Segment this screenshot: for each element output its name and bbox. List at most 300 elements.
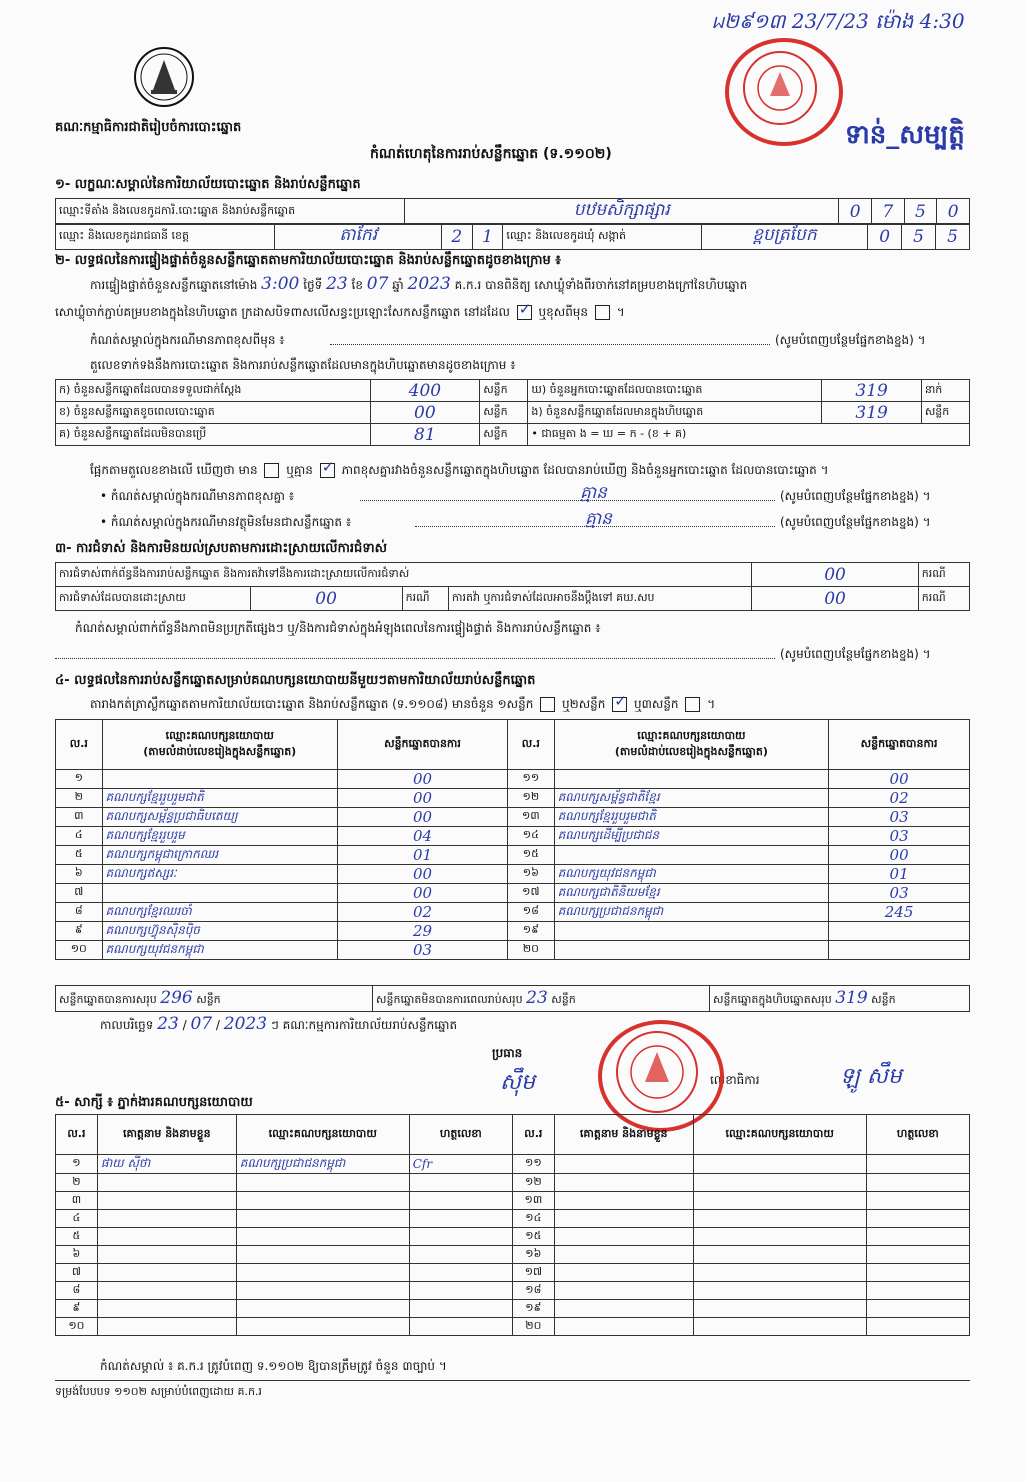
form-title: កំណត់ហេតុនៃការរាប់សន្លឹកឆ្នោត (ទ.១១០២) (370, 146, 612, 162)
result-votes: 04 (337, 827, 507, 846)
witness-party (236, 1228, 409, 1246)
witness-no: ១ (56, 1155, 98, 1174)
result-party: គណបក្សខ្មែររួបរួមជាតិ (102, 789, 337, 808)
result-no: ១ (56, 770, 103, 789)
note-object-value: គ្មាន (585, 509, 612, 529)
form-footer: ទម្រង់បែបបទ ១១០២ សម្រាប់បំពេញដោយ គ.ក.រ (55, 1385, 262, 1398)
total-invalid-unit: សន្លឹក (551, 993, 576, 1006)
province-label: ឈ្មោះ និងលេខកូដរាជធានី ខេត្ត (56, 224, 275, 250)
result-row (56, 846, 970, 865)
totals-table (55, 985, 970, 1012)
result-party-right: គណបក្សសម្ព័ន្ធជាតិខ្មែរ (554, 789, 829, 808)
witness-sign (409, 1174, 512, 1192)
irregular-line (55, 658, 775, 659)
result-row (56, 903, 970, 922)
total-valid-unit: សន្លឹក (196, 993, 221, 1006)
result-no: ៦ (56, 865, 103, 884)
result-no-right: ១៣ (508, 808, 555, 827)
province-code-2: 1 (472, 224, 503, 250)
witness-party-right (693, 1318, 866, 1336)
witness-name-right (554, 1264, 693, 1282)
diff-text: ភាពខុសគ្នារវាងចំនួនសន្លឹកឆ្នោតក្នុងហិបឆ្នោត ដែលបានរាប់ឃើញ និងចំនួនអ្នកបោះឆ្នោត ដែលបានបោះឆ្នោត ។ (341, 463, 829, 477)
handwritten-code: ᥕ២៩១៣ 23/7/23 ម៉ោង 4:30 (712, 9, 965, 33)
witness-row (56, 1228, 970, 1246)
witness-party: គណបក្សប្រជាជនកម្ពុជា (236, 1155, 409, 1174)
received-label: ក) ចំនួនសន្លឹកឆ្នោតដែលបានទទួលជាក់ស្តែង (56, 380, 371, 402)
result-party: គណបក្សខ្មែររួបរួម (102, 827, 337, 846)
witness-no-right: ១៦ (512, 1246, 554, 1264)
witness-party-right (693, 1192, 866, 1210)
verify-time-label: ការផ្ទៀងផ្ទាត់ចំនួនសន្លឹកឆ្នោតនៅម៉ោង (90, 278, 258, 292)
no-diff-label: ឬគ្មាន (286, 463, 313, 477)
witness-name (97, 1210, 236, 1228)
total-box-label: សន្លឹកឆ្នោតក្នុងហិបឆ្នោតសរុប (713, 993, 832, 1006)
total-invalid-cell (373, 986, 710, 1012)
witness-col-sign-right: ហត្ថលេខា (866, 1115, 969, 1155)
result-no: ៩ (56, 922, 103, 941)
witness-sign (409, 1300, 512, 1318)
result-no: ៤ (56, 827, 103, 846)
diff-note-fill: (សូមបំពេញបន្ថែមផ្នែកខាងខ្នង) ។ (775, 333, 926, 347)
figures-table (55, 379, 970, 446)
diff-note-line (330, 344, 770, 345)
verify-line-2: សោឃ្លុំចាក់ភ្ជាប់គម្របខាងក្នុងនៃហិបឆ្នោត ក្រដាសបិទពាសលើសន្ធះប្រឡោះសែកសន្លឹកឆ្នោត នៅដដែល ✓ ឬខុសពីមុន ។ (55, 304, 625, 320)
witness-no-right: ១១ (512, 1155, 554, 1174)
secretary-label: លេខាធិការ (710, 1073, 760, 1087)
witness-row (56, 1210, 970, 1228)
witness-no-right: ១៣ (512, 1192, 554, 1210)
result-votes: 00 (337, 865, 507, 884)
witness-name-right (554, 1192, 693, 1210)
witness-sign (409, 1210, 512, 1228)
total-box-cell (710, 986, 970, 1012)
result-party-right: គណបក្សយុវជនកម្ពុជា (554, 865, 829, 884)
result-party: គណបក្សហ៊្វុនស៊ិនប៉ិច (102, 922, 337, 941)
witness-row (56, 1300, 970, 1318)
result-no: ៣ (56, 808, 103, 827)
official-stamp-top (725, 38, 843, 146)
total-box-unit: សន្លឹក (871, 993, 896, 1006)
total-invalid-label: សន្លឹកឆ្នោតមិនបានការពេលរាប់សរុប (376, 993, 523, 1006)
note-diff-label: • កំណត់សម្គាល់ក្នុងករណីមានភាពខុសគ្នា ៖ (100, 489, 295, 503)
appeal-value: 00 (752, 587, 919, 611)
witness-name (97, 1282, 236, 1300)
result-votes-right (829, 922, 970, 941)
witness-row (56, 1318, 970, 1336)
witness-sign-right (866, 1318, 969, 1336)
witness-row (56, 1264, 970, 1282)
witness-name (97, 1192, 236, 1210)
in-box-value: 319 (822, 402, 921, 424)
result-no: ៧ (56, 884, 103, 903)
witness-party-right (693, 1228, 866, 1246)
witness-no: ៨ (56, 1282, 98, 1300)
section5-title: ៥- សាក្សី ៖ ភ្នាក់ងារគណបក្សនយោបាយ (55, 1095, 253, 1110)
result-row (56, 922, 970, 941)
witness-name (97, 1300, 236, 1318)
result-no-right: ១៧ (508, 884, 555, 903)
received-value: 400 (370, 380, 480, 402)
in-box-unit: សន្លឹក (921, 402, 969, 424)
witness-party (236, 1264, 409, 1282)
objections-label: ការជំទាស់ពាក់ព័ន្ធនឹងការរាប់សន្លឹកឆ្នោត និងការតវ៉ាទៅនឹងការដោះស្រាយលើការជំទាស់ (56, 563, 752, 587)
witness-party (236, 1192, 409, 1210)
result-party-right: គណបក្សជាតិនិយមខ្មែរ (554, 884, 829, 903)
section1-table (55, 198, 970, 225)
witness-party-right (693, 1282, 866, 1300)
location-code-4: 0 (937, 199, 970, 225)
witness-col-party-right: ឈ្មោះគណបក្សនយោបាយ (693, 1115, 866, 1155)
witness-row (56, 1282, 970, 1300)
footnote: កំណត់សម្គាល់ ៖ គ.ក.រ ត្រូវបំពេញ ទ.១១០២ ឱ្យបានត្រឹមត្រូវ ចំនួន ៣ច្បាប់ ។ (100, 1359, 447, 1373)
verify-day: 23 (326, 274, 348, 294)
result-no: ១០ (56, 941, 103, 960)
objections-value: 00 (752, 563, 919, 587)
witness-no: ១០ (56, 1318, 98, 1336)
witness-no-right: ១២ (512, 1174, 554, 1192)
witness-no: ៥ (56, 1228, 98, 1246)
results-table (55, 719, 970, 960)
verify-day-label: ថ្ងៃទី (303, 278, 323, 292)
witness-name (97, 1318, 236, 1336)
result-row (56, 827, 970, 846)
date-label: កាលបរិច្ឆេទ (100, 1018, 154, 1032)
result-no-right: ២០ (508, 941, 555, 960)
result-votes-right: 00 (829, 846, 970, 865)
result-votes-right: 01 (829, 865, 970, 884)
objections-unit: ករណី (918, 563, 969, 587)
chair-label: ប្រធាន (492, 1046, 523, 1060)
witness-party-right (693, 1264, 866, 1282)
commune-code-2: 5 (902, 224, 936, 250)
witness-name-right (554, 1155, 693, 1174)
commune-value: ខ្ពបត្របែក (701, 224, 867, 250)
witness-no-right: ១៤ (512, 1210, 554, 1228)
location-code-2: 7 (871, 199, 904, 225)
result-votes-right: 03 (829, 884, 970, 903)
witness-row (56, 1246, 970, 1264)
note-diff-value: គ្មាន (580, 483, 607, 503)
witness-no-right: ១៩ (512, 1300, 554, 1318)
witness-no-right: ១៨ (512, 1282, 554, 1300)
result-row (56, 884, 970, 903)
has-diff-label: ផ្អែកតាមតួលេខខាងលើ ឃើញថា មាន (90, 463, 258, 477)
witness-col-sign: ហត្ថលេខា (409, 1115, 512, 1155)
voters-value: 319 (822, 380, 921, 402)
witness-sign: Cfr (409, 1155, 512, 1174)
verify-line-1 (90, 276, 747, 293)
appeal-label: ការតវ៉ា ឬការជំទាស់ដែលអាចនឹងប្ដឹងទៅ គឃ.សប (449, 587, 752, 611)
result-party (102, 884, 337, 903)
col-party (102, 720, 337, 770)
date-month: 07 (190, 1014, 213, 1034)
different-label: ឬខុសពីមុន (538, 305, 589, 319)
different-checkbox[interactable] (595, 305, 610, 320)
result-no: ៨ (56, 903, 103, 922)
col-votes: សន្លឹកឆ្នោតបានការ (337, 720, 507, 770)
spoiled-unit: សន្លឹក (480, 402, 528, 424)
date-year: 2023 (223, 1014, 268, 1034)
witness-sign-right (866, 1282, 969, 1300)
result-votes: 02 (337, 903, 507, 922)
objections-table (55, 562, 970, 611)
commune-code-1: 0 (868, 224, 902, 250)
witness-name-right (554, 1174, 693, 1192)
witness-name-right (554, 1318, 693, 1336)
col-no: ល.រ (56, 720, 103, 770)
result-votes: 00 (337, 770, 507, 789)
voters-label: ឃ) ចំនួនអ្នកបោះឆ្នោតដែលបានបោះឆ្នោត (528, 380, 822, 402)
has-diff-checkbox[interactable] (264, 463, 279, 478)
same-label: សោឃ្លុំចាក់ភ្ជាប់គម្របខាងក្នុងនៃហិបឆ្នោត ក្រដាសបិទពាសលើសន្ធះប្រឡោះសែកសន្លឹកឆ្នោត នៅដដែល (55, 305, 510, 319)
total-valid-value: 296 (160, 988, 193, 1008)
chair-name: ស៊ឹម (500, 1070, 535, 1095)
verify-line1-text: គ.ក.រ បានពិនិត្យ សោឃ្លុំទាំងពីរចាក់នៅគម្របខាងក្រៅនៃហិបឆ្នោត (454, 278, 748, 292)
result-no: ២ (56, 789, 103, 808)
unused-unit: សន្លឹក (480, 424, 528, 446)
witness-party-right (693, 1210, 866, 1228)
witness-no: ២ (56, 1174, 98, 1192)
voters-unit: នាក់ (921, 380, 969, 402)
witness-table (55, 1114, 970, 1336)
same-checkbox[interactable] (517, 305, 532, 320)
verify-year: 2023 (407, 274, 451, 294)
witness-col-no: ល.រ (56, 1115, 98, 1155)
result-votes: 00 (337, 884, 507, 903)
one-sheet-checkbox[interactable] (540, 697, 555, 712)
witness-name-right (554, 1300, 693, 1318)
witness-party (236, 1282, 409, 1300)
secretary-name: ឡូ សឹម (840, 1064, 902, 1089)
witness-sign-right (866, 1264, 969, 1282)
witness-sign-right (866, 1210, 969, 1228)
result-party-right (554, 846, 829, 865)
diff-line (90, 462, 829, 478)
col-no-right: ល.រ (508, 720, 555, 770)
witness-col-party: ឈ្មោះគណបក្សនយោបាយ (236, 1115, 409, 1155)
result-row (56, 941, 970, 960)
witness-sign-right (866, 1246, 969, 1264)
witness-name (97, 1246, 236, 1264)
col-party-right-label: ឈ្មោះគណបក្សនយោបាយ (637, 728, 746, 742)
witness-no: ៦ (56, 1246, 98, 1264)
two-sheet-label: ឬ២សន្លឹក (562, 697, 606, 711)
witness-col-name-right: គោត្តនាម និងនាមខ្លួន (554, 1115, 693, 1155)
note-object-label: • កំណត់សម្គាល់ក្នុងករណីមានវត្ថុមិនមែនជាសន្លឹកឆ្នោត ៖ (100, 515, 352, 529)
figures-intro: តួលេខទាក់ទងនឹងការបោះឆ្នោត និងការរាប់សន្លឹកឆ្នោតដែលមានក្នុងហិបឆ្នោតមានដូចខាងក្រោម ៖ (90, 358, 516, 372)
witness-no: ៧ (56, 1264, 98, 1282)
col-party-right (554, 720, 829, 770)
section1-title: ១- លក្ខណៈសម្គាល់នៃការិយាល័យបោះឆ្នោត និងរាប់សន្លឹកឆ្នោត (55, 177, 361, 192)
spoiled-value: 00 (370, 402, 480, 424)
witness-sign (409, 1228, 512, 1246)
witness-party (236, 1210, 409, 1228)
col-party-sub: (តាមលំដាប់លេខរៀងក្នុងសន្លឹកឆ្នោត) (143, 744, 297, 758)
result-no-right: ១២ (508, 789, 555, 808)
witness-sign (409, 1282, 512, 1300)
note-diff-line (360, 500, 775, 501)
result-votes-right (829, 941, 970, 960)
witness-row (56, 1192, 970, 1210)
result-no-right: ១៩ (508, 922, 555, 941)
date-line: កាលបរិច្ឆេទ 23 / 07 / 2023 ៗ គណៈកម្មការការិយាល័យរាប់សន្លឹកឆ្នោត (100, 1014, 458, 1034)
result-row (56, 808, 970, 827)
section2-title: ២- លទ្ធផលនៃការផ្ទៀងផ្ទាត់ចំនួនសន្លឹកឆ្នោតតាមការិយាល័យបោះឆ្នោត និងរាប់សន្លឹកឆ្នោតដូចខាងក្រោម ៖ (55, 253, 561, 268)
org-name: គណៈកម្មាធិការជាតិរៀបចំការបោះឆ្នោត (55, 120, 242, 135)
location-label: ឈ្មោះទីតាំង និងលេខកូដការិ.បោះឆ្នោត និងរាប់សន្លឹកឆ្នោត (56, 199, 405, 225)
result-party-right: គណបក្សប្រជាជនកម្ពុជា (554, 903, 829, 922)
resolved-unit: ករណី (402, 587, 448, 611)
witness-name: ផាយ ស៊ីថា (97, 1155, 236, 1174)
result-no-right: ១១ (508, 770, 555, 789)
sheets-line: តារាងកត់ត្រាស្លឹកឆ្នោតតាមការិយាល័យបោះឆ្នោត និងរាប់សន្លឹកឆ្នោត (ទ.១១០៨) មានចំនួន ១សន្លឹក ឬ២សន្លឹក ✓ ឬ៣សន្លឹក ។ (90, 696, 715, 712)
two-sheet-checkbox[interactable] (612, 697, 627, 712)
section3-title: ៣- ការជំទាស់ និងការមិនយល់ស្របតាមការដោះស្រាយលើការជំទាស់ (55, 541, 387, 556)
result-no-right: ១៥ (508, 846, 555, 865)
result-no-right: ១៨ (508, 903, 555, 922)
received-unit: សន្លឹក (480, 380, 528, 402)
witness-sign (409, 1318, 512, 1336)
result-party-right (554, 922, 829, 941)
witness-party-right (693, 1155, 866, 1174)
result-votes: 00 (337, 808, 507, 827)
witness-no-right: ១៧ (512, 1264, 554, 1282)
witness-party (236, 1300, 409, 1318)
three-sheet-checkbox[interactable] (685, 697, 700, 712)
witness-sign-right (866, 1300, 969, 1318)
result-party-right: គណបក្សខ្មែររួបរួមជាតិ (554, 808, 829, 827)
witness-party-right (693, 1300, 866, 1318)
witness-row (56, 1174, 970, 1192)
note-diff-fill: (សូមបំពេញបន្ថែមផ្នែកខាងខ្នង) ។ (780, 489, 931, 503)
one-sheet-label: តារាងកត់ត្រាស្លឹកឆ្នោតតាមការិយាល័យបោះឆ្នោត និងរាប់សន្លឹកឆ្នោត (ទ.១១០៨) មានចំនួន ១សន្លឹក (90, 697, 534, 711)
col-party-label: ឈ្មោះគណបក្សនយោបាយ (165, 728, 274, 742)
result-votes-right: 245 (829, 903, 970, 922)
province-value: តាកែវ (275, 224, 441, 250)
result-party (102, 770, 337, 789)
witness-party-right (693, 1246, 866, 1264)
witness-sign-right (866, 1192, 969, 1210)
witness-name-right (554, 1228, 693, 1246)
witness-party (236, 1174, 409, 1192)
in-box-label: ង) ចំនួនសន្លឹកឆ្នោតដែលមានក្នុងហិបឆ្នោត (528, 402, 822, 424)
result-party: គណបក្សយុវជនកម្ពុជា (102, 941, 337, 960)
witness-sign (409, 1246, 512, 1264)
witness-no-right: ១៥ (512, 1228, 554, 1246)
unused-label: គ) ចំនួនសន្លឹកឆ្នោតដែលមិនបានប្រើ (56, 424, 371, 446)
result-no: ៥ (56, 846, 103, 865)
result-votes-right: 00 (829, 770, 970, 789)
verify-month: 07 (366, 274, 389, 294)
witness-name (97, 1174, 236, 1192)
footer-divider (55, 1380, 970, 1381)
location-code-1: 0 (839, 199, 872, 225)
col-votes-right: សន្លឹកឆ្នោតបានការ (829, 720, 970, 770)
witness-name (97, 1228, 236, 1246)
spoiled-label: ខ) ចំនួនសន្លឹកឆ្នោតខូចពេលបោះឆ្នោត (56, 402, 371, 424)
witness-name (97, 1264, 236, 1282)
witness-party (236, 1318, 409, 1336)
result-party-right: គណបក្សដើម្បីប្រជាជន (554, 827, 829, 846)
no-diff-checkbox[interactable] (320, 463, 335, 478)
irregular-fill: (សូមបំពេញបន្ថែមផ្នែកខាងខ្នង) ។ (780, 647, 931, 661)
nec-logo (133, 46, 195, 108)
witness-sign (409, 1192, 512, 1210)
commune-label: ឈ្មោះ និងលេខកូដឃុំ សង្កាត់ (503, 224, 701, 250)
witness-col-no-right: ល.រ (512, 1115, 554, 1155)
result-party: គណបក្សកម្ពុជាក្រោកឈរ (102, 846, 337, 865)
witness-party (236, 1246, 409, 1264)
witness-name-right (554, 1282, 693, 1300)
unused-value: 81 (370, 424, 480, 446)
col-party-right-sub: (តាមលំដាប់លេខរៀងក្នុងសន្លឹកឆ្នោត) (614, 744, 768, 758)
result-no-right: ១៦ (508, 865, 555, 884)
section4-title: ៤- លទ្ធផលនៃការរាប់សន្លឹកឆ្នោតសម្រាប់គណបក្សនយោបាយនីមួយៗតាមការិយាល័យរាប់សន្លឹកឆ្នោត (55, 673, 536, 688)
irregular-note: កំណត់សម្គាល់ពាក់ព័ន្ធនឹងភាពមិនប្រក្រតីផ្សេងៗ ឬ/និងការជំទាស់ក្នុងអំឡុងពេលនៃការផ្ទៀងផ្ទាត់ និងការរាប់សន្លឹកឆ្នោត ៖ (75, 621, 601, 635)
witness-col-name: គោត្តនាម និងនាមខ្លួន (97, 1115, 236, 1155)
total-valid-label: សន្លឹកឆ្នោតបានការសរុប (59, 993, 157, 1006)
result-row (56, 789, 970, 808)
witness-name-right (554, 1246, 693, 1264)
witness-no: ៣ (56, 1192, 98, 1210)
verify-year-label: ឆ្នាំ (392, 278, 404, 292)
result-party-right (554, 941, 829, 960)
result-party: គណបក្សឥស្សរៈ (102, 865, 337, 884)
witness-sign (409, 1264, 512, 1282)
total-valid-cell (56, 986, 373, 1012)
location-value: បឋមសិក្សាផ្សារ (405, 199, 839, 225)
location-code-3: 5 (904, 199, 937, 225)
diff-note-label: កំណត់សម្គាល់ក្នុងករណីមានភាពខុសពីមុន ៖ (90, 333, 285, 347)
resolved-label: ការជំទាស់ដែលបានដោះស្រាយ (56, 587, 251, 611)
result-votes: 01 (337, 846, 507, 865)
total-box-value: 319 (835, 988, 868, 1008)
result-votes: 29 (337, 922, 507, 941)
result-party-right (554, 770, 829, 789)
committee-label: ៗ គណៈកម្មការការិយាល័យរាប់សន្លឹកឆ្នោត (270, 1018, 458, 1032)
witness-no: ៩ (56, 1300, 98, 1318)
verify-time: 3:00 (261, 274, 300, 294)
result-row (56, 770, 970, 789)
three-sheet-label: ឬ៣សន្លឹក (634, 697, 679, 711)
witness-sign-right (866, 1228, 969, 1246)
witness-sign-right (866, 1155, 969, 1174)
date-day: 23 (157, 1014, 179, 1034)
result-votes-right: 02 (829, 789, 970, 808)
section1-table-row2 (55, 223, 970, 250)
appeal-unit: ករណី (918, 587, 969, 611)
witness-name-right (554, 1210, 693, 1228)
witness-party-right (693, 1174, 866, 1192)
resolved-value: 00 (250, 587, 402, 611)
result-party: គណបក្សខ្មែរឈរចាំ (102, 903, 337, 922)
result-row (56, 865, 970, 884)
witness-no: ៤ (56, 1210, 98, 1228)
total-invalid-value: 23 (526, 988, 548, 1008)
result-votes: 03 (337, 941, 507, 960)
result-votes-right: 03 (829, 808, 970, 827)
witness-sign-right (866, 1174, 969, 1192)
witness-row (56, 1155, 970, 1174)
verify-month-label: ខែ (351, 278, 363, 292)
commune-code-3: 5 (936, 224, 970, 250)
result-party: គណបក្សសម្ព័ន្ធប្រជាធិបតេយ្យ (102, 808, 337, 827)
result-no-right: ១៤ (508, 827, 555, 846)
handwritten-confirm: ទាន់_សម្បត្តិ (845, 120, 965, 150)
result-votes-right: 03 (829, 827, 970, 846)
result-votes: 00 (337, 789, 507, 808)
note-object-fill: (សូមបំពេញបន្ថែមផ្នែកខាងខ្នង) ។ (780, 515, 931, 529)
